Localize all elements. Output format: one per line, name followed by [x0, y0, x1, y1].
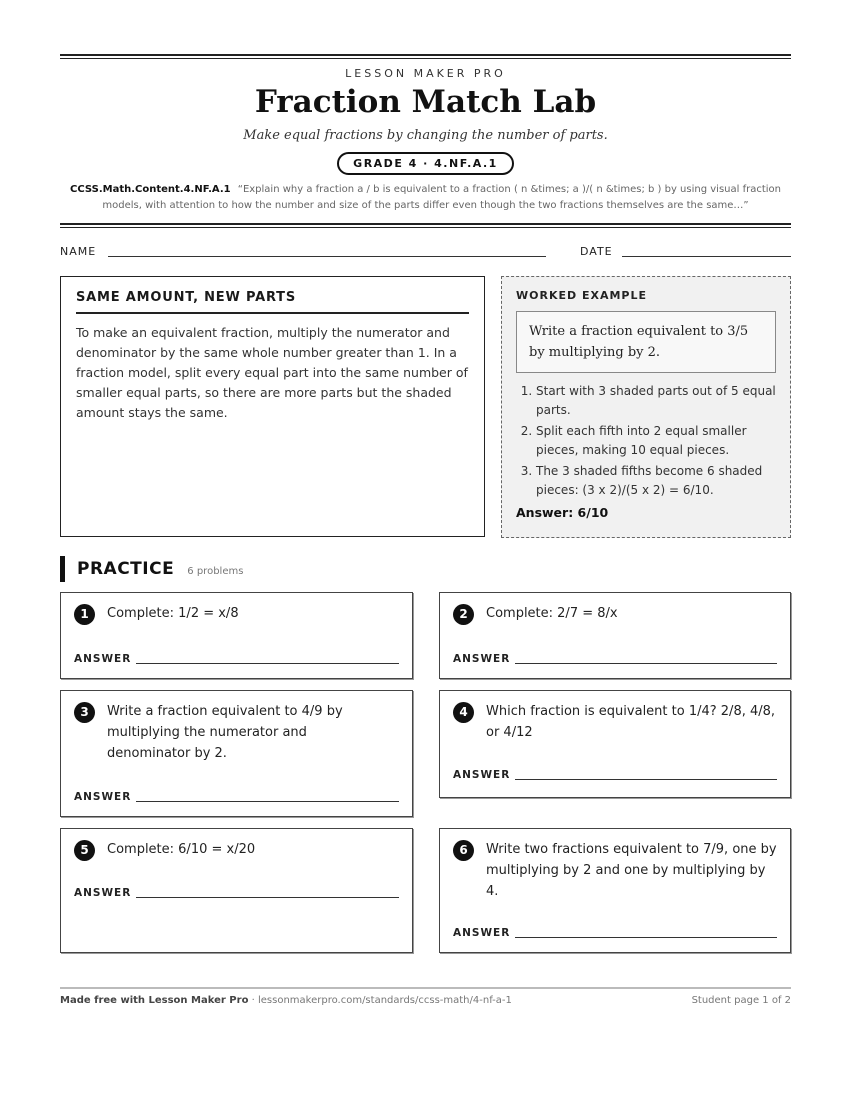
problem-number: 2 [453, 604, 474, 625]
concept-box [60, 276, 485, 537]
problem-text: Complete: 2/7 = 8/x [486, 606, 618, 621]
page-title: Fraction Match Lab [254, 84, 597, 120]
practice-header [60, 556, 243, 582]
problem-card [439, 690, 791, 798]
header-bottom-rule [60, 223, 791, 228]
answer-label: ANSWER [453, 769, 511, 781]
problem-number: 5 [74, 840, 95, 861]
footer [60, 995, 791, 1006]
answer-field[interactable] [515, 663, 777, 664]
name-field[interactable] [108, 256, 546, 257]
standard-text: “Explain why a fraction a / b is equivalent to a fraction ( n &times; a )/( n &times; b ) by using visual fraction models, with attention to how the number and size of the parts differ even though the two fractions themselves are the same…” [102, 184, 781, 211]
answer-label: ANSWER [453, 927, 511, 939]
answer-field[interactable] [136, 897, 399, 898]
answer-row [74, 887, 399, 899]
footer-page-number: Student page 1 of 2 [691, 995, 791, 1006]
footer-url[interactable]: · lessonmakerpro.com/standards/ccss-math/4-nf-a-1 [248, 995, 512, 1006]
brand-name: LESSON MAKER PRO [345, 67, 506, 80]
answer-label: ANSWER [74, 887, 132, 899]
date-label: DATE [580, 245, 613, 258]
problem-card [60, 592, 413, 679]
worked-step: 2. Split each fifth into 2 equal smaller pieces, making 10 equal pieces. [536, 422, 776, 460]
standard-code: CCSS.Math.Content.4.NF.A.1 [70, 184, 231, 195]
worked-step: 3. The 3 shaded fifths become 6 shaded pieces: (3 x 2)/(5 x 2) = 6/10. [536, 462, 776, 500]
concept-title: SAME AMOUNT, NEW PARTS [76, 290, 469, 314]
problem-number: 4 [453, 702, 474, 723]
problem-number: 3 [74, 702, 95, 723]
problem-card [60, 690, 413, 817]
answer-field[interactable] [515, 779, 777, 780]
problem-text: Which fraction is equivalent to 1/4? 2/8, 4/8, or 4/12 [486, 704, 776, 740]
answer-field[interactable] [136, 801, 399, 802]
worked-example-steps [516, 382, 776, 500]
problem-number: 6 [453, 840, 474, 861]
name-label: NAME [60, 245, 97, 258]
answer-row [453, 653, 777, 665]
problem-text: Complete: 1/2 = x/8 [107, 606, 239, 621]
practice-count: 6 problems [187, 566, 244, 577]
date-field[interactable] [622, 256, 791, 257]
footer-made-with: Made free with Lesson Maker Pro [60, 995, 249, 1006]
answer-field[interactable] [515, 937, 777, 938]
problem-card [60, 828, 413, 953]
answer-row [74, 791, 399, 803]
practice-title: PRACTICE [77, 559, 175, 579]
worked-step: 1. Start with 3 shaded parts out of 5 equal parts. [536, 382, 776, 420]
answer-row [453, 927, 777, 939]
problem-card [439, 828, 791, 953]
answer-row [453, 769, 777, 781]
answer-field[interactable] [136, 663, 399, 664]
worked-example-answer: Answer: 6/10 [516, 505, 609, 520]
worked-example-label: WORKED EXAMPLE [516, 289, 647, 302]
worked-example-box [501, 276, 791, 538]
problem-card [439, 592, 791, 679]
header-top-rule [60, 54, 791, 59]
problem-text: Write a fraction equivalent to 4/9 by multiplying the numerator and denominator by 2. [107, 704, 343, 761]
footer-rule [60, 987, 791, 989]
problem-text: Write two fractions equivalent to 7/9, one by multiplying by 2 and one by multiplying by 4. [486, 842, 777, 899]
answer-label: ANSWER [74, 791, 132, 803]
worked-example-prompt: Write a fraction equivalent to 3/5 by multiplying by 2. [516, 311, 776, 373]
answer-row [74, 653, 399, 665]
answer-label: ANSWER [74, 653, 132, 665]
grade-badge: GRADE 4 · 4.NF.A.1 [337, 152, 514, 175]
answer-label: ANSWER [453, 653, 511, 665]
standard-description [60, 182, 791, 214]
page-subtitle: Make equal fractions by changing the number of parts. [243, 128, 608, 143]
concept-body: To make an equivalent fraction, multiply the numerator and denominator by the same whole number greater than 1. In a fraction model, split every equal part into the same number of smaller equal parts, so there are more parts but the shaded amount stays the same. [76, 325, 468, 420]
problem-number: 1 [74, 604, 95, 625]
name-date-row [60, 245, 791, 261]
problem-text: Complete: 6/10 = x/20 [107, 842, 256, 857]
